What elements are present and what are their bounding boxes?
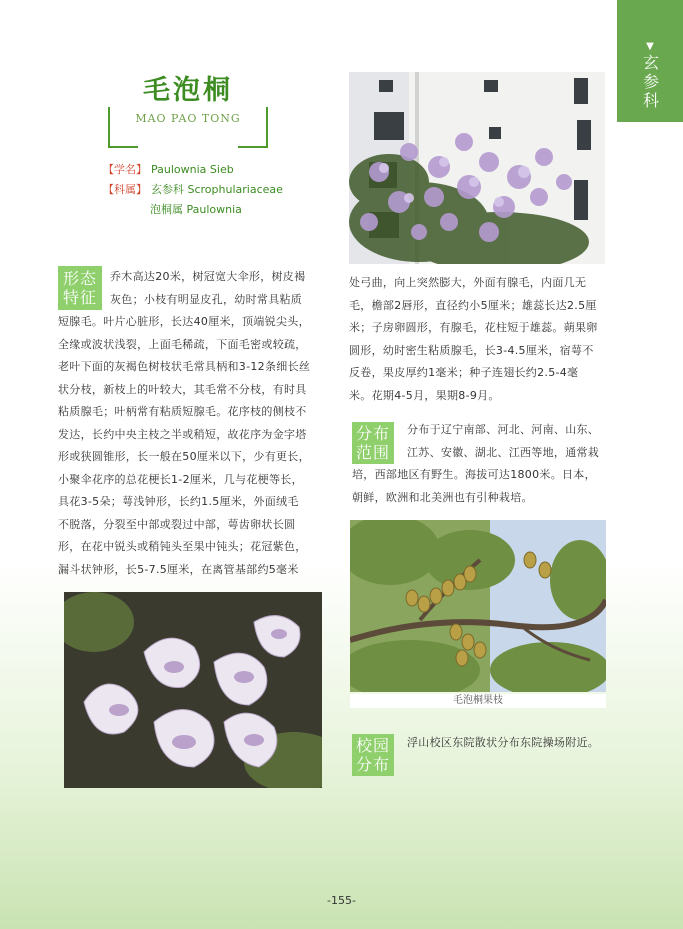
family-genus-row xyxy=(103,180,283,200)
text-line: 形，在花中锐头或稍钝头至果中钝头；花冠紫色， xyxy=(58,540,307,553)
text-line: 具花3-5朵；萼浅钟形，长约1.5厘米，外面绒毛 xyxy=(58,495,299,508)
chapter-tab-label: 玄参科 xyxy=(640,54,660,111)
morphology-text xyxy=(58,266,330,581)
text-line: 短腺毛。叶片心脏形，长达40厘米，顶端锐尖头， xyxy=(58,315,310,328)
triangle-down-icon: ▼ xyxy=(646,41,654,52)
morphology-badge-line1: 形态 xyxy=(62,269,97,288)
genus-row xyxy=(150,200,242,220)
flower-photo xyxy=(64,592,322,788)
text-line: 形或狭圆锥形，长一般在50厘米以下，少有更长， xyxy=(58,450,310,463)
campus-text xyxy=(407,732,622,755)
fruit-branch-image xyxy=(350,520,606,692)
text-line: 米。花期4-5月，果期8-9月。 xyxy=(349,388,500,402)
tree-photo-image xyxy=(349,72,605,264)
text-line: 乔木高达20米，树冠宽大伞形，树皮褐 xyxy=(110,270,306,283)
text-line: 朝鲜，欧洲和北美洲也有引种栽培。 xyxy=(352,490,533,504)
text-line: 处弓曲，向上突然膨大，外面有腺毛，内面几无 xyxy=(349,276,587,289)
page-number: -155- xyxy=(327,894,356,907)
page-title: 毛泡桐 xyxy=(108,68,268,107)
scientific-name-row xyxy=(103,160,234,180)
text-line: 米；子房卵圆形，有腺毛，花柱短于雄蕊。蒴果卵 xyxy=(349,321,598,334)
scientific-name-key: 【学名】 xyxy=(103,163,147,176)
text-line: 毛，檐部2唇形，直径约小5厘米；雄蕊长达2.5厘 xyxy=(349,298,597,312)
distribution-badge-line2: 范围 xyxy=(355,443,390,462)
fruit-branch-caption: 毛泡桐果枝 xyxy=(350,694,606,708)
text-line: 发达，长约中央主枝之半或稍短，故花序为金字塔 xyxy=(58,427,307,441)
genus-value: 泡桐属 Paulownia xyxy=(150,203,242,216)
fruit-branch-photo xyxy=(350,520,606,692)
text-line: 灰色；小枝有明显皮孔，幼时常具粘质 xyxy=(110,292,303,306)
family-genus-key: 【科属】 xyxy=(103,183,147,196)
text-line: 小聚伞花序的总花梗长1-2厘米，几与花梗等长， xyxy=(58,472,303,486)
text-line: 全缘或波状浅裂，上面毛稀疏，下面毛密或较疏， xyxy=(58,337,307,351)
text-line: 反卷，果皮厚约1毫米；种子连翅长约2.5-4毫 xyxy=(349,366,579,379)
text-line: 粘质腺毛；叶柄常有粘质短腺毛。花序枝的侧枝不 xyxy=(58,405,307,418)
text-line: 分布于辽宁南部、河北、河南、山东、 xyxy=(407,423,600,436)
title-frame xyxy=(108,75,268,144)
text-line: 培，西部地区有野生。海拔可达1800米。日本， xyxy=(352,468,596,481)
flower-photo-image xyxy=(64,592,322,788)
chapter-tab xyxy=(617,0,683,122)
tree-photo xyxy=(349,72,605,264)
family-value: 玄参科 Scrophulariaceae xyxy=(151,183,283,196)
page-title-pinyin: MAO PAO TONG xyxy=(135,112,241,125)
morphology-badge-line2: 特征 xyxy=(62,288,97,307)
distribution-badge-line1: 分布 xyxy=(355,424,390,443)
campus-badge xyxy=(352,734,394,776)
text-line: 圆形，幼时密生粘质腺毛，长3-4.5厘米，宿萼不 xyxy=(349,343,594,357)
text-line: 不脱落，分裂至中部或裂过中部，萼齿卵状长圆 xyxy=(58,517,296,531)
campus-badge-line2: 分布 xyxy=(355,755,390,774)
text-line: 浮山校区东院散状分布东院操场附近。 xyxy=(407,736,600,749)
text-line: 状分枝，新枝上的叶较大，其毛常不分枝，有时具 xyxy=(58,382,307,396)
text-line: 老叶下面的灰褐色树枝状毛常具柄和3-12条细长丝 xyxy=(58,360,311,373)
scientific-name-value: Paulownia Sieb xyxy=(151,163,234,176)
morphology-text-continued xyxy=(349,272,621,407)
campus-badge-line1: 校园 xyxy=(355,736,390,755)
text-line: 漏斗状钟形，长5-7.5厘米，在离管基部约5毫米 xyxy=(58,562,299,576)
distribution-text xyxy=(352,419,622,509)
text-line: 江苏、安徽、湖北、江西等地，通常栽 xyxy=(407,445,600,459)
